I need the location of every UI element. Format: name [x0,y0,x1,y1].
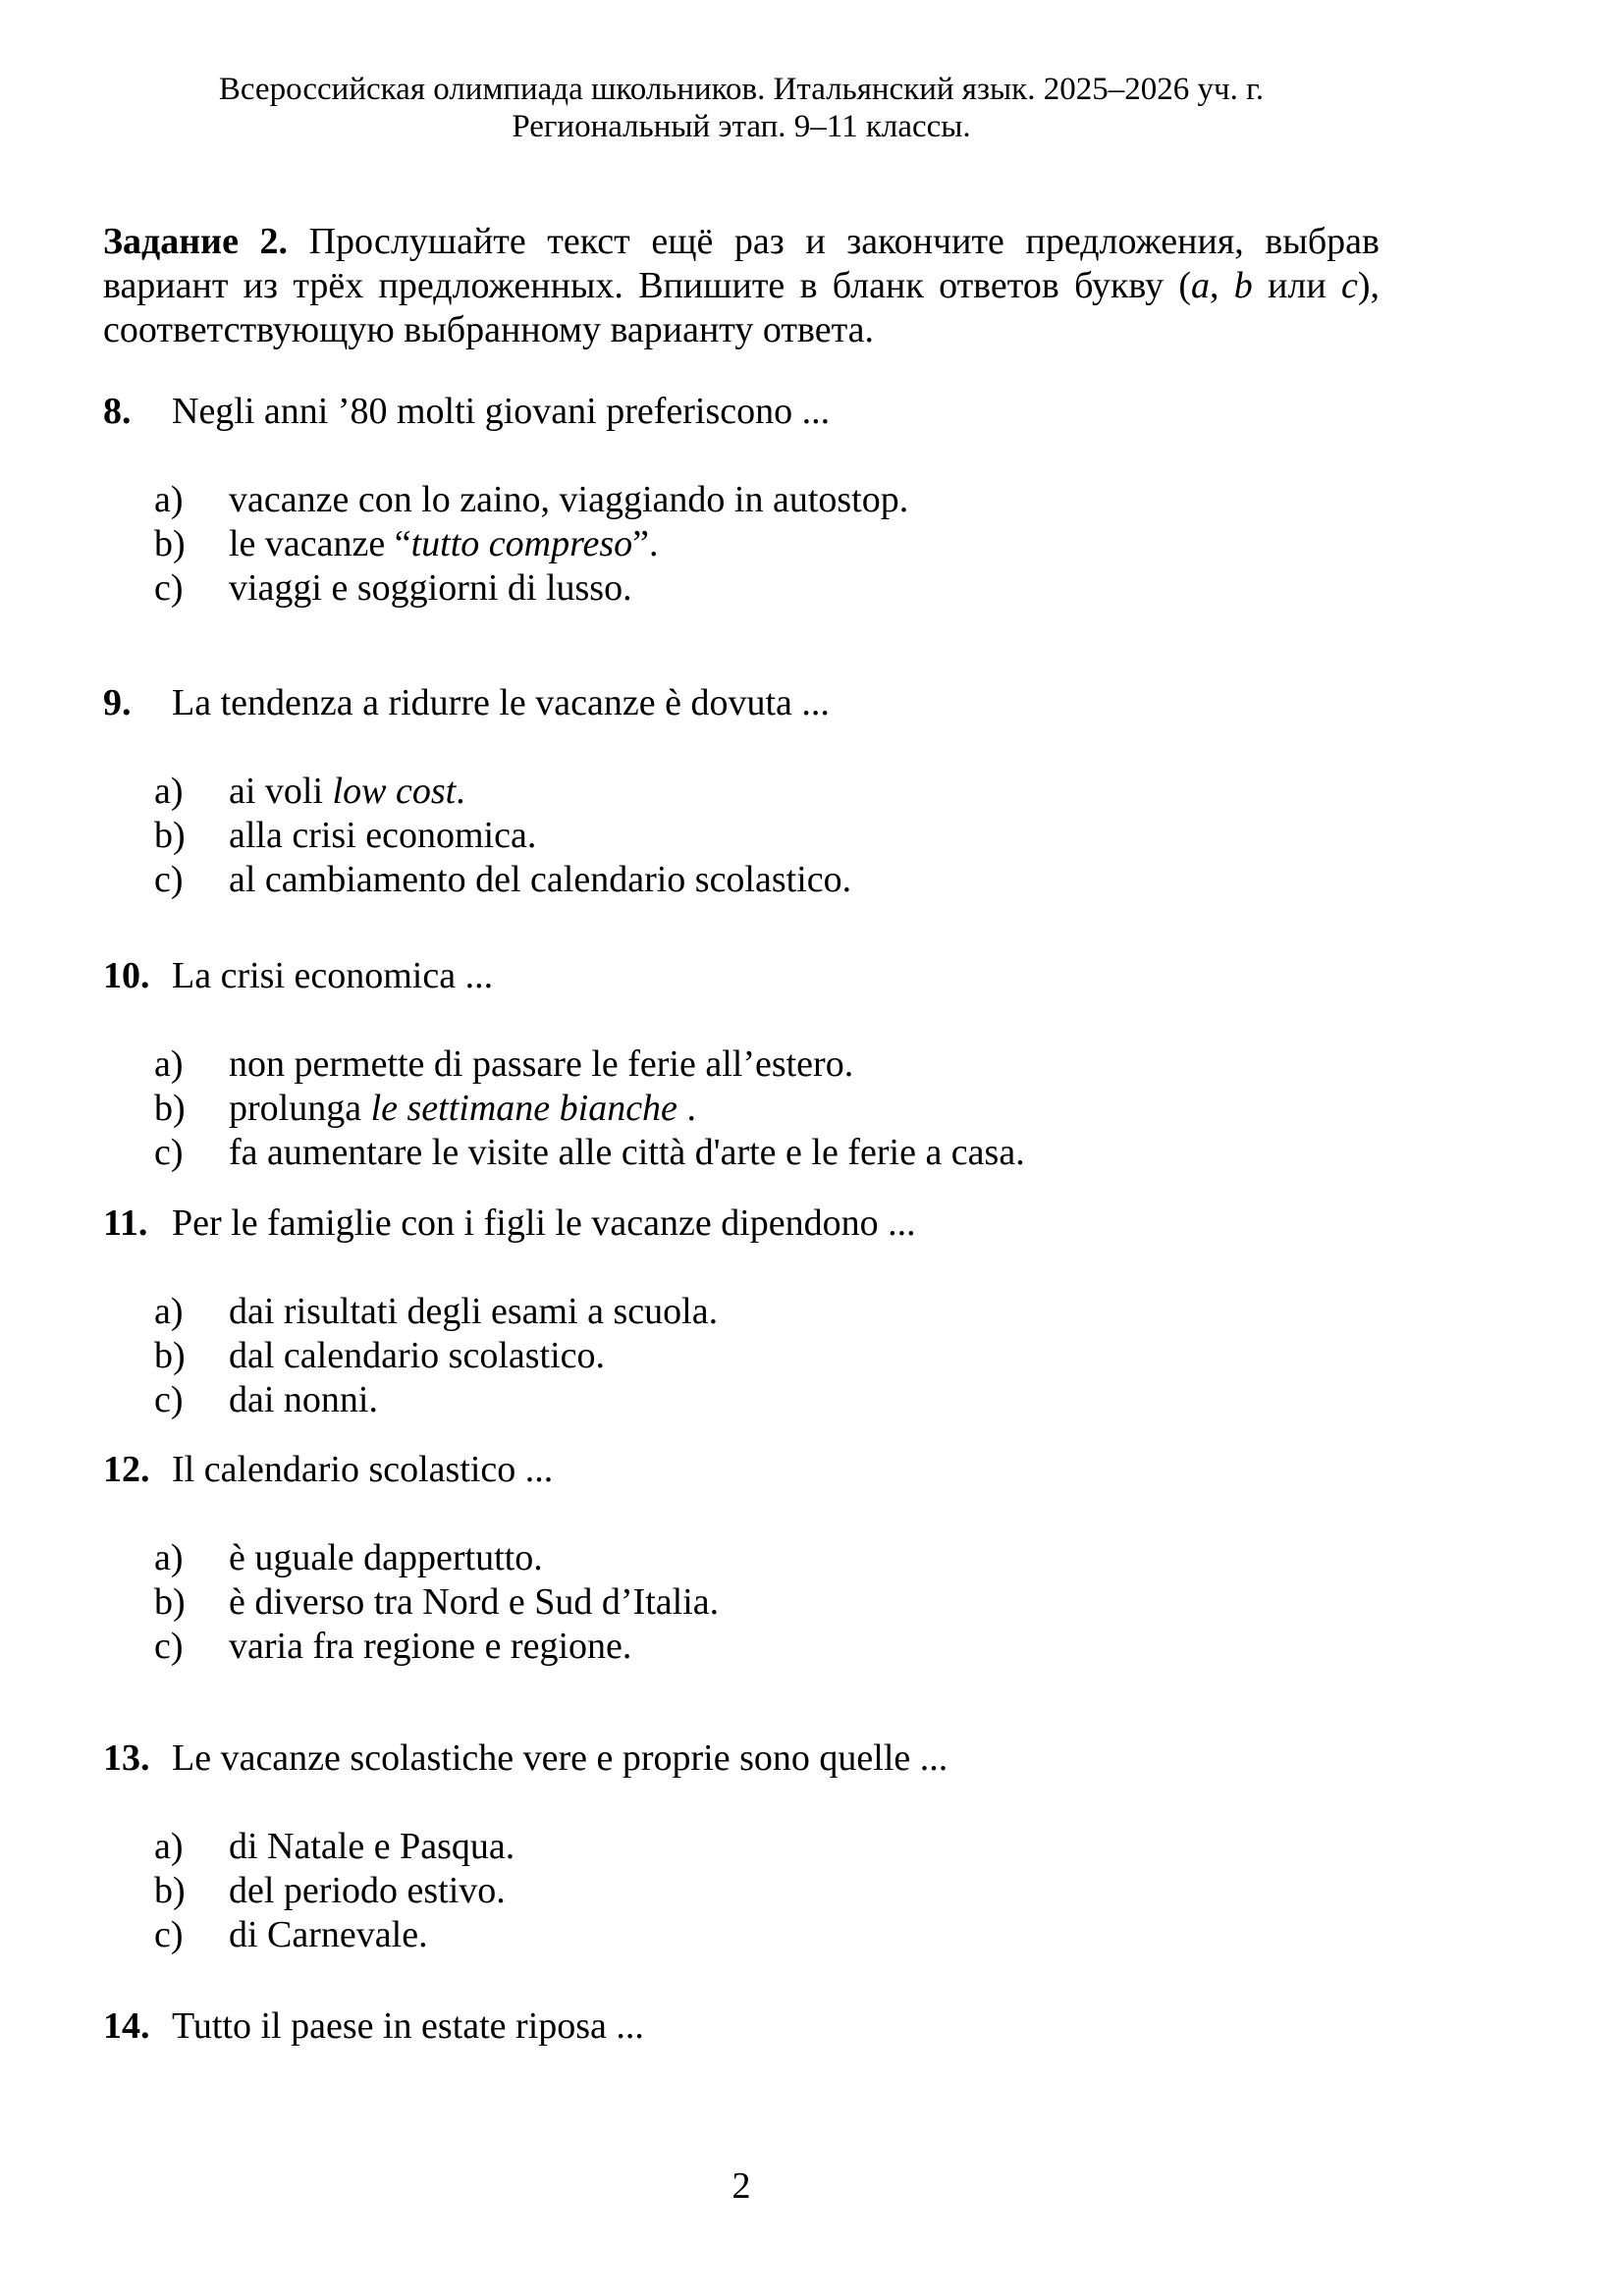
option-row [154,1825,1380,1869]
question-line [103,954,1380,998]
option-text [229,1825,1380,1869]
option-row [154,858,1380,902]
question-item [103,954,1380,1175]
option-row [154,1042,1380,1087]
italic-text-run: low cost [332,771,457,812]
text-run: è uguale dappertutto. [229,1537,543,1578]
option-text [229,858,1380,902]
option-text [229,1131,1380,1175]
text-run: . [677,1088,696,1129]
question-item [103,1736,1380,1957]
question-item [103,1448,1380,1669]
italic-text-run: b [1233,265,1253,306]
option-letter: b) [154,1088,186,1129]
text-run: di Carnevale. [229,1914,428,1955]
text-run: Per le famiglie con i figli le vacanze dipendono ... [172,1202,916,1244]
option-text [229,1290,1380,1334]
options-list [103,1825,1380,1957]
option-letter: c) [154,567,184,609]
question-number: 9. [103,682,132,723]
text-run: alla crisi economica. [229,815,537,856]
option-row [154,814,1380,858]
question-text [172,681,1380,725]
option-text [229,814,1380,858]
text-run: La crisi economica ... [172,955,494,996]
text-run: di Natale e Pasqua. [229,1826,515,1867]
page-number: 2 [731,2165,751,2207]
question-number: 10. [103,955,150,996]
question-item [103,1201,1380,1422]
text-run: è diverso tra Nord e Sud d’Italia. [229,1581,720,1623]
option-row [154,522,1380,566]
option-row [154,1913,1380,1957]
option-letter: b) [154,815,186,856]
question-line [103,1736,1380,1781]
option-text [229,1869,1380,1913]
text-run: ”. [632,523,659,564]
option-letter: b) [154,1870,186,1911]
text-run: dal calendario scolastico. [229,1335,606,1376]
question-number: 14. [103,2005,150,2047]
question-line [103,681,1380,725]
task-label: Задание 2. [103,221,289,262]
option-row [154,1580,1380,1625]
option-letter: c) [154,1132,184,1173]
text-run: del periodo estivo. [229,1870,506,1911]
option-row [154,1869,1380,1913]
text-run: , [1210,265,1234,306]
text-run: Tutto il paese in estate riposa ... [172,2005,644,2047]
option-text [229,478,1380,522]
question-item [103,390,1380,611]
option-row [154,1334,1380,1378]
text-run: Прослушайте текст ещё раз и закончите предложения, выбрав вариант из трёх предложенных. Впишите в бланк ответов букву ( [103,221,1380,306]
text-run: fa aumentare le visite alle città d'arte e le ferie a casa. [229,1132,1025,1173]
italic-text-run: tutto compreso [410,523,633,564]
option-text [229,1625,1380,1669]
option-letter: c) [154,1626,184,1667]
italic-text-run: le settimane bianche [370,1088,677,1129]
option-letter: c) [154,1914,184,1955]
question-text [172,1736,1380,1781]
text-run: varia fra regione e regione. [229,1626,632,1667]
option-row [154,566,1380,611]
option-row [154,1087,1380,1131]
option-letter: a) [154,1537,184,1578]
option-text [229,522,1380,566]
task-instruction-text [103,221,1380,350]
option-text [229,1536,1380,1580]
option-letter: c) [154,1379,184,1420]
options-list [103,1042,1380,1175]
question-item [103,2004,1380,2049]
option-row [154,770,1380,814]
option-row [154,1131,1380,1175]
text-run: Le vacanze scolastiche vere e proprie sono quelle ... [172,1737,948,1779]
option-row [154,1536,1380,1580]
question-number: 11. [103,1202,148,1244]
option-text [229,566,1380,611]
option-row [154,1625,1380,1669]
option-row [154,1378,1380,1422]
option-letter: b) [154,1581,186,1623]
question-line [103,1201,1380,1246]
text-run: Il calendario scolastico ... [172,1449,554,1490]
question-number: 12. [103,1449,150,1490]
option-letter: a) [154,771,184,812]
question-text [172,954,1380,998]
text-run: vacanze con lo zaino, viaggiando in autostop. [229,479,909,520]
options-list [103,770,1380,902]
text-run: Negli anni ’80 molti giovani preferiscono ... [172,391,831,432]
question-text [172,2004,1380,2049]
option-letter: b) [154,523,186,564]
text-run: le vacanze “ [229,523,411,564]
option-letter: a) [154,1826,184,1867]
text-run: dai risultati degli esami a scuola. [229,1291,719,1332]
option-text [229,1580,1380,1625]
options-list [103,478,1380,611]
question-line [103,1448,1380,1492]
option-text [229,1913,1380,1957]
options-list [103,1536,1380,1669]
text-run: . [456,771,465,812]
text-run: ), соответствующую выбранному варианту ответа. [103,265,1380,350]
question-line [103,390,1380,434]
header-line-1: Всероссийская олимпиада школьников. Итальянский язык. 2025–2026 уч. г. [218,72,1265,107]
text-run: или [1252,265,1341,306]
question-number: 13. [103,1737,150,1779]
question-item [103,681,1380,902]
question-text [172,1448,1380,1492]
text-run: al cambiamento del calendario scolastico. [229,859,852,900]
option-letter: a) [154,1043,184,1085]
italic-text-run: c [1340,265,1358,306]
question-text [172,390,1380,434]
task-instruction [103,220,1380,352]
document-header [103,0,1380,145]
option-letter: b) [154,1335,186,1376]
text-run: non permette di passare le ferie all’estero. [229,1043,854,1085]
text-run: viaggi e soggiorni di lusso. [229,567,632,609]
text-run: La tendenza a ridurre le vacanze è dovuta ... [172,682,830,723]
option-letter: a) [154,479,184,520]
text-run: ai voli [229,771,333,812]
italic-text-run: a [1191,265,1211,306]
option-letter: c) [154,859,184,900]
question-line [103,2004,1380,2049]
question-number: 8. [103,391,132,432]
option-text [229,1087,1380,1131]
question-text [172,1201,1380,1246]
text-run: dai nonni. [229,1379,378,1420]
questions-list [103,390,1380,2049]
header-line-2: Региональный этап. 9–11 классы. [512,109,971,144]
option-text [229,1042,1380,1087]
option-row [154,478,1380,522]
option-row [154,1290,1380,1334]
text-run: prolunga [229,1088,371,1129]
option-letter: a) [154,1291,184,1332]
option-text [229,770,1380,814]
option-text [229,1334,1380,1378]
options-list [103,1290,1380,1422]
option-text [229,1378,1380,1422]
